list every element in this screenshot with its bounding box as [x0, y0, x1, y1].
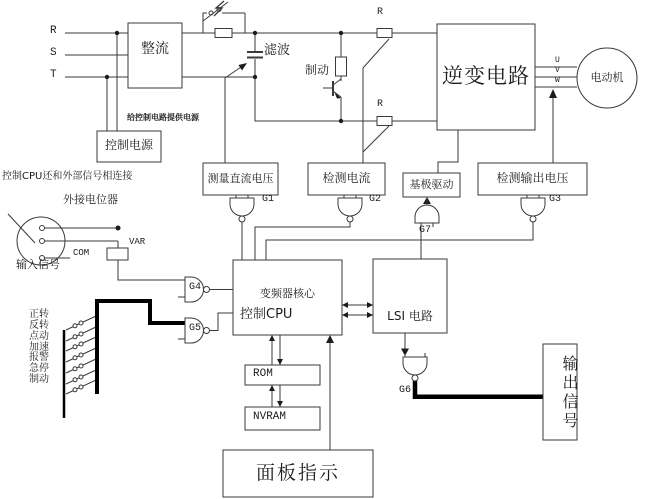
- detect-current-label: 检测电流: [322, 171, 371, 185]
- resistor-label-bottom: R: [377, 99, 384, 110]
- switch-label-estop: 急停: [29, 363, 49, 374]
- switch-label-accelerate: 加速: [29, 342, 49, 353]
- dc-voltage-tap: [225, 65, 244, 163]
- input-signal-label: 输入信号: [16, 258, 60, 271]
- phase-u-label: U: [555, 56, 560, 65]
- pot-wiper-arrow: [8, 214, 35, 243]
- relay-coil-zigzag-icon: [214, 1, 224, 16]
- var-terminal-box: [107, 248, 128, 260]
- gate-g2: [338, 195, 362, 222]
- phase-v-label: V: [555, 66, 560, 75]
- gate-g1-label: G1: [262, 194, 275, 205]
- inverter-core-label: 变频器核心: [260, 287, 315, 300]
- filter-label: 滤波: [264, 43, 291, 58]
- phase-label-t: T: [50, 69, 57, 81]
- cap-plates-icon: [247, 52, 263, 58]
- panel-display-label: 面板指示: [255, 462, 340, 484]
- dc-bus-bottom: [255, 77, 437, 121]
- charge-resistor: [215, 29, 232, 38]
- sense-resistor-top: [377, 29, 392, 38]
- rom-label: ROM: [253, 368, 273, 380]
- cpu-external-note: 控制CPU还和外部信号相连接: [2, 171, 133, 182]
- power-note: 给控制电路提供电源: [127, 113, 199, 122]
- brake-resistor: [336, 57, 347, 76]
- brake-label: 制动: [305, 63, 330, 77]
- gate-g6-label: G6: [399, 385, 412, 396]
- external-pot-label: 外接电位器: [63, 193, 118, 206]
- phase-label-s: S: [50, 47, 57, 59]
- pot-terminal-2: [40, 239, 45, 244]
- measure-dc-voltage-label: 测量直流电压: [207, 172, 274, 185]
- switch-bus-to-g5: [97, 301, 185, 323]
- gate-g3-label: G3: [549, 194, 562, 205]
- output-signal-label: 输出信号: [560, 355, 579, 431]
- gate-g2-label: G2: [369, 194, 382, 205]
- switch-label-alarm: 报警: [29, 352, 49, 363]
- gate-g6: [403, 353, 427, 381]
- inverter-basedrive-link: [438, 130, 458, 173]
- switch-label-forward: 正转: [29, 309, 49, 320]
- pot-terminal-1: [40, 226, 45, 231]
- inverter-label: 逆变电路: [442, 64, 530, 88]
- motor-label: 电动机: [590, 71, 624, 84]
- rectifier-label: 整流: [141, 41, 169, 57]
- switch-label-brake: 制动: [29, 374, 49, 385]
- gate-g3: [521, 195, 545, 222]
- detect-output-voltage-label: 检测输出电压: [496, 171, 569, 185]
- switch-label-jog: 点动: [29, 331, 49, 342]
- phase-label-r: R: [50, 25, 57, 37]
- com-label: COM: [73, 248, 90, 258]
- base-drive-label: 基极驱动: [409, 178, 454, 191]
- g2-to-cpu: [255, 222, 350, 260]
- relay-blade: [203, 2, 228, 21]
- gate-g7-label: G7: [419, 225, 432, 236]
- resistor-label-top: R: [377, 7, 384, 18]
- phase-w-label: W: [555, 76, 560, 85]
- g6-output-thick-line: [415, 381, 543, 397]
- gate-g4-label: G4: [189, 282, 202, 293]
- control-cpu-label: 控制CPU: [240, 307, 293, 322]
- control-power-label: 控制电源: [104, 138, 153, 152]
- gate-g1: [230, 195, 254, 222]
- nvram-label: NVRAM: [253, 411, 287, 423]
- sense-resistor-bottom: [377, 117, 392, 126]
- gate-g5-label: G5: [189, 323, 202, 334]
- var-label: VAR: [129, 237, 146, 247]
- g3-to-cpu: [266, 222, 533, 260]
- gate-g7: [415, 198, 439, 227]
- lsi-label: LSI 电路: [387, 309, 433, 323]
- current-sense-taps: [363, 39, 389, 163]
- switch-label-reverse: 反转: [29, 320, 49, 331]
